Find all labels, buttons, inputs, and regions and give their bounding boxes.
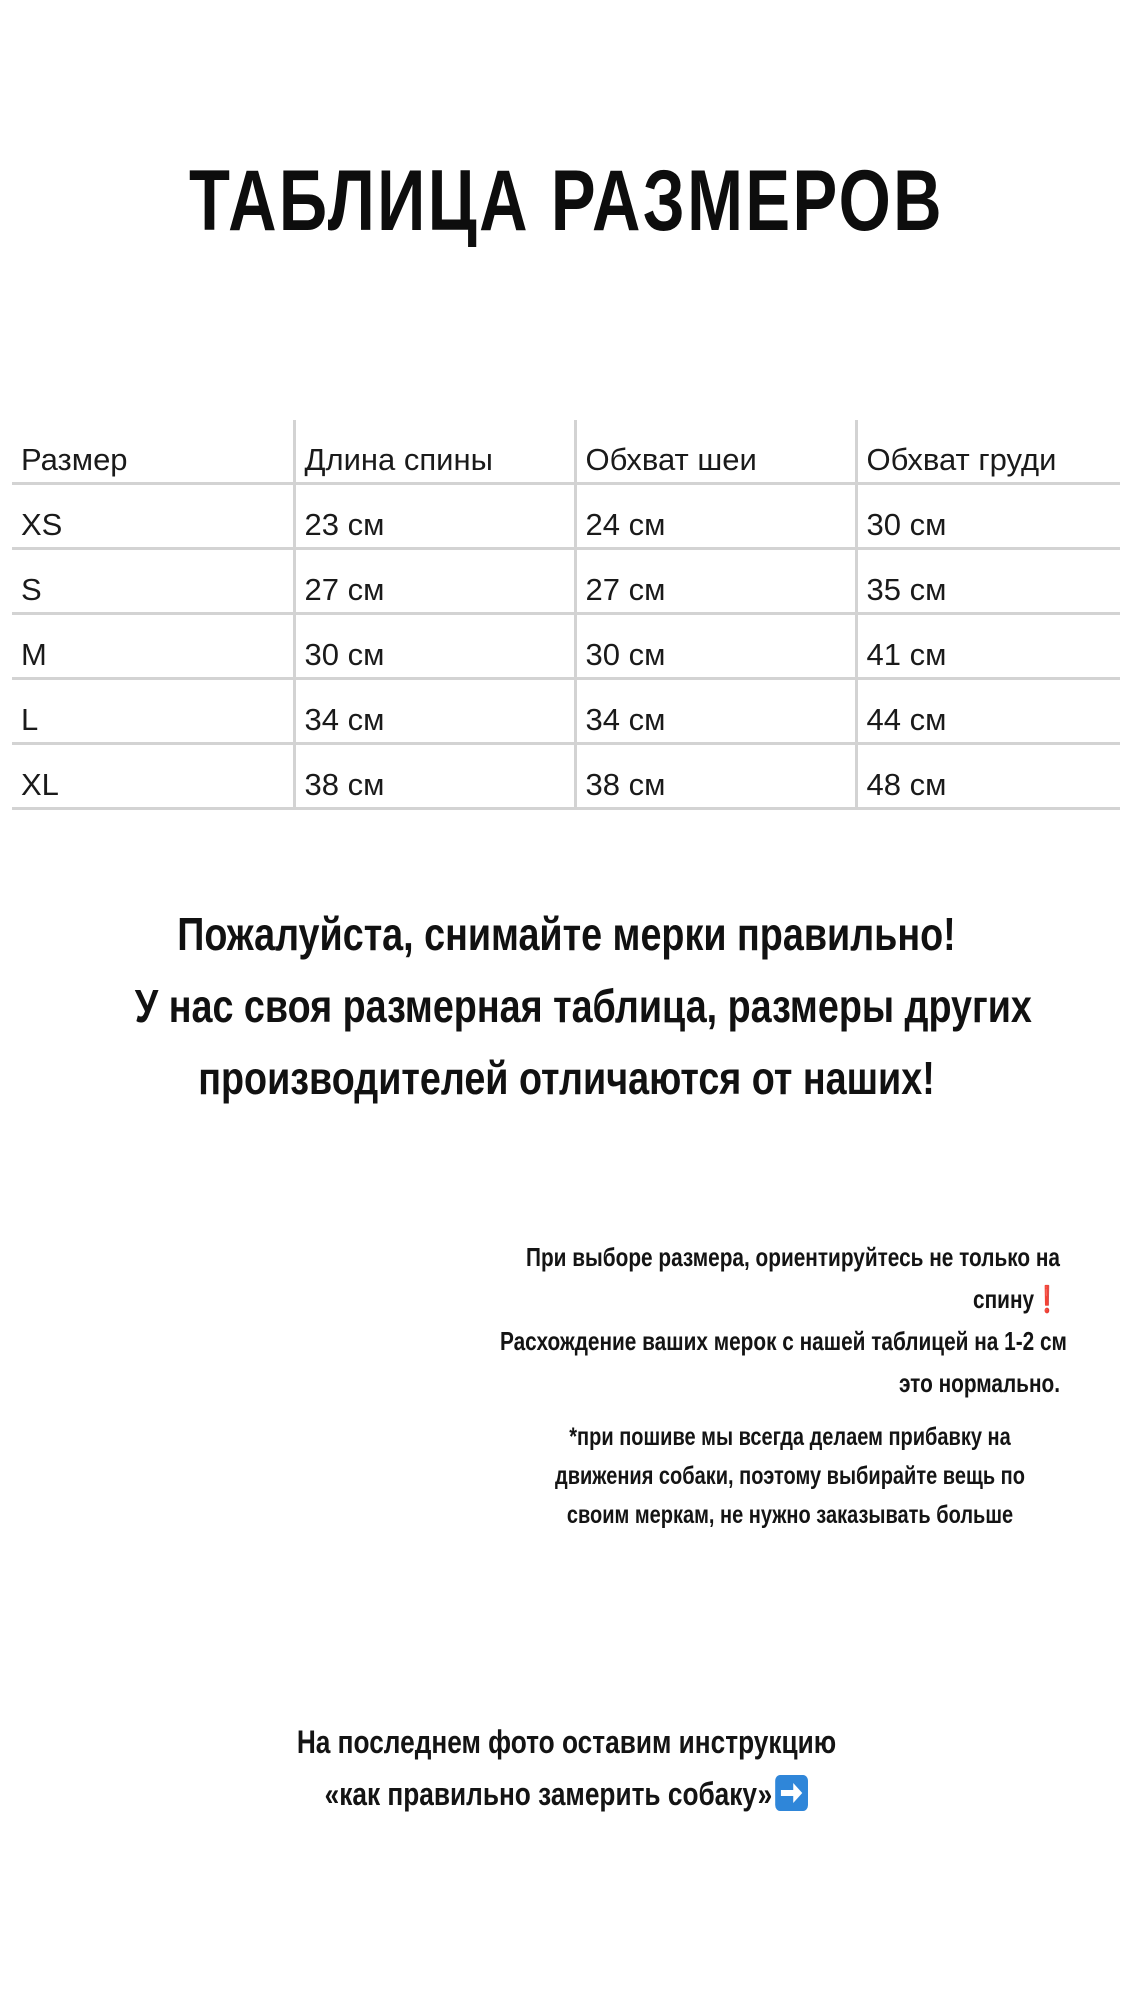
cell-back-length: 34 см	[294, 679, 575, 744]
tips-line: это нормально.	[898, 1368, 1060, 1398]
cell-neck-girth: 24 см	[575, 484, 856, 549]
cell-back-length: 38 см	[294, 744, 575, 809]
notice-line: У нас своя размерная таблица, размеры других	[134, 980, 1032, 1032]
cell-chest-girth: 41 см	[856, 614, 1120, 679]
footnote-line: *при пошиве мы всегда делаем прибавку на	[569, 1423, 1011, 1451]
measurement-notice	[40, 898, 1093, 1114]
table-row	[12, 614, 1120, 679]
cell-back-length: 23 см	[294, 484, 575, 549]
table-row	[12, 679, 1120, 744]
notice-line: Пожалуйста, снимайте мерки правильно!	[177, 908, 956, 960]
right-arrow-icon	[776, 1775, 809, 1811]
page-title: ТАБЛИЦА РАЗМЕРОВ	[189, 153, 944, 249]
cell-chest-girth: 30 см	[856, 484, 1120, 549]
header-size: Размер	[12, 420, 294, 484]
cell-size: M	[12, 614, 294, 679]
footnote-line: своим меркам, не нужно заказывать больше	[566, 1501, 1014, 1529]
header-chest-girth: Обхват груди	[856, 420, 1120, 484]
cell-neck-girth: 38 см	[575, 744, 856, 809]
table-row	[12, 484, 1120, 549]
size-tips	[360, 1236, 1067, 1404]
sewing-footnote	[450, 1418, 1130, 1535]
notice-line: производителей отличаются от наших!	[198, 1052, 935, 1104]
tips-line: Расхождение ваших мерок с нашей таблицей на 1-2 см	[500, 1326, 1067, 1356]
instruction-note	[0, 1716, 1133, 1820]
cell-back-length: 27 см	[294, 549, 575, 614]
size-table	[12, 420, 1120, 810]
cell-chest-girth: 48 см	[856, 744, 1120, 809]
cell-neck-girth: 34 см	[575, 679, 856, 744]
table-row	[12, 744, 1120, 809]
footnote-line: движения собаки, поэтому выбирайте вещь по	[555, 1462, 1025, 1490]
table-header-row	[12, 420, 1120, 484]
cell-size: XS	[12, 484, 294, 549]
instruction-line: «как правильно замерить собаку»	[324, 1776, 773, 1812]
header-neck-girth: Обхват шеи	[575, 420, 856, 484]
tips-line: При выборе размера, ориентируйтесь не только на	[526, 1242, 1060, 1272]
cell-neck-girth: 27 см	[575, 549, 856, 614]
header-back-length: Длина спины	[294, 420, 575, 484]
red-exclamation-icon: ❗	[1034, 1284, 1060, 1314]
instruction-line: На последнем фото оставим инструкцию	[296, 1724, 837, 1760]
tips-line: спину	[973, 1284, 1035, 1314]
cell-size: L	[12, 679, 294, 744]
cell-chest-girth: 35 см	[856, 549, 1120, 614]
instruction-line-with-arrow	[102, 1768, 1031, 1820]
cell-back-length: 30 см	[294, 614, 575, 679]
cell-chest-girth: 44 см	[856, 679, 1120, 744]
cell-size: S	[12, 549, 294, 614]
cell-neck-girth: 30 см	[575, 614, 856, 679]
cell-size: XL	[12, 744, 294, 809]
table-row	[12, 549, 1120, 614]
tips-line-with-mark	[500, 1278, 1060, 1320]
